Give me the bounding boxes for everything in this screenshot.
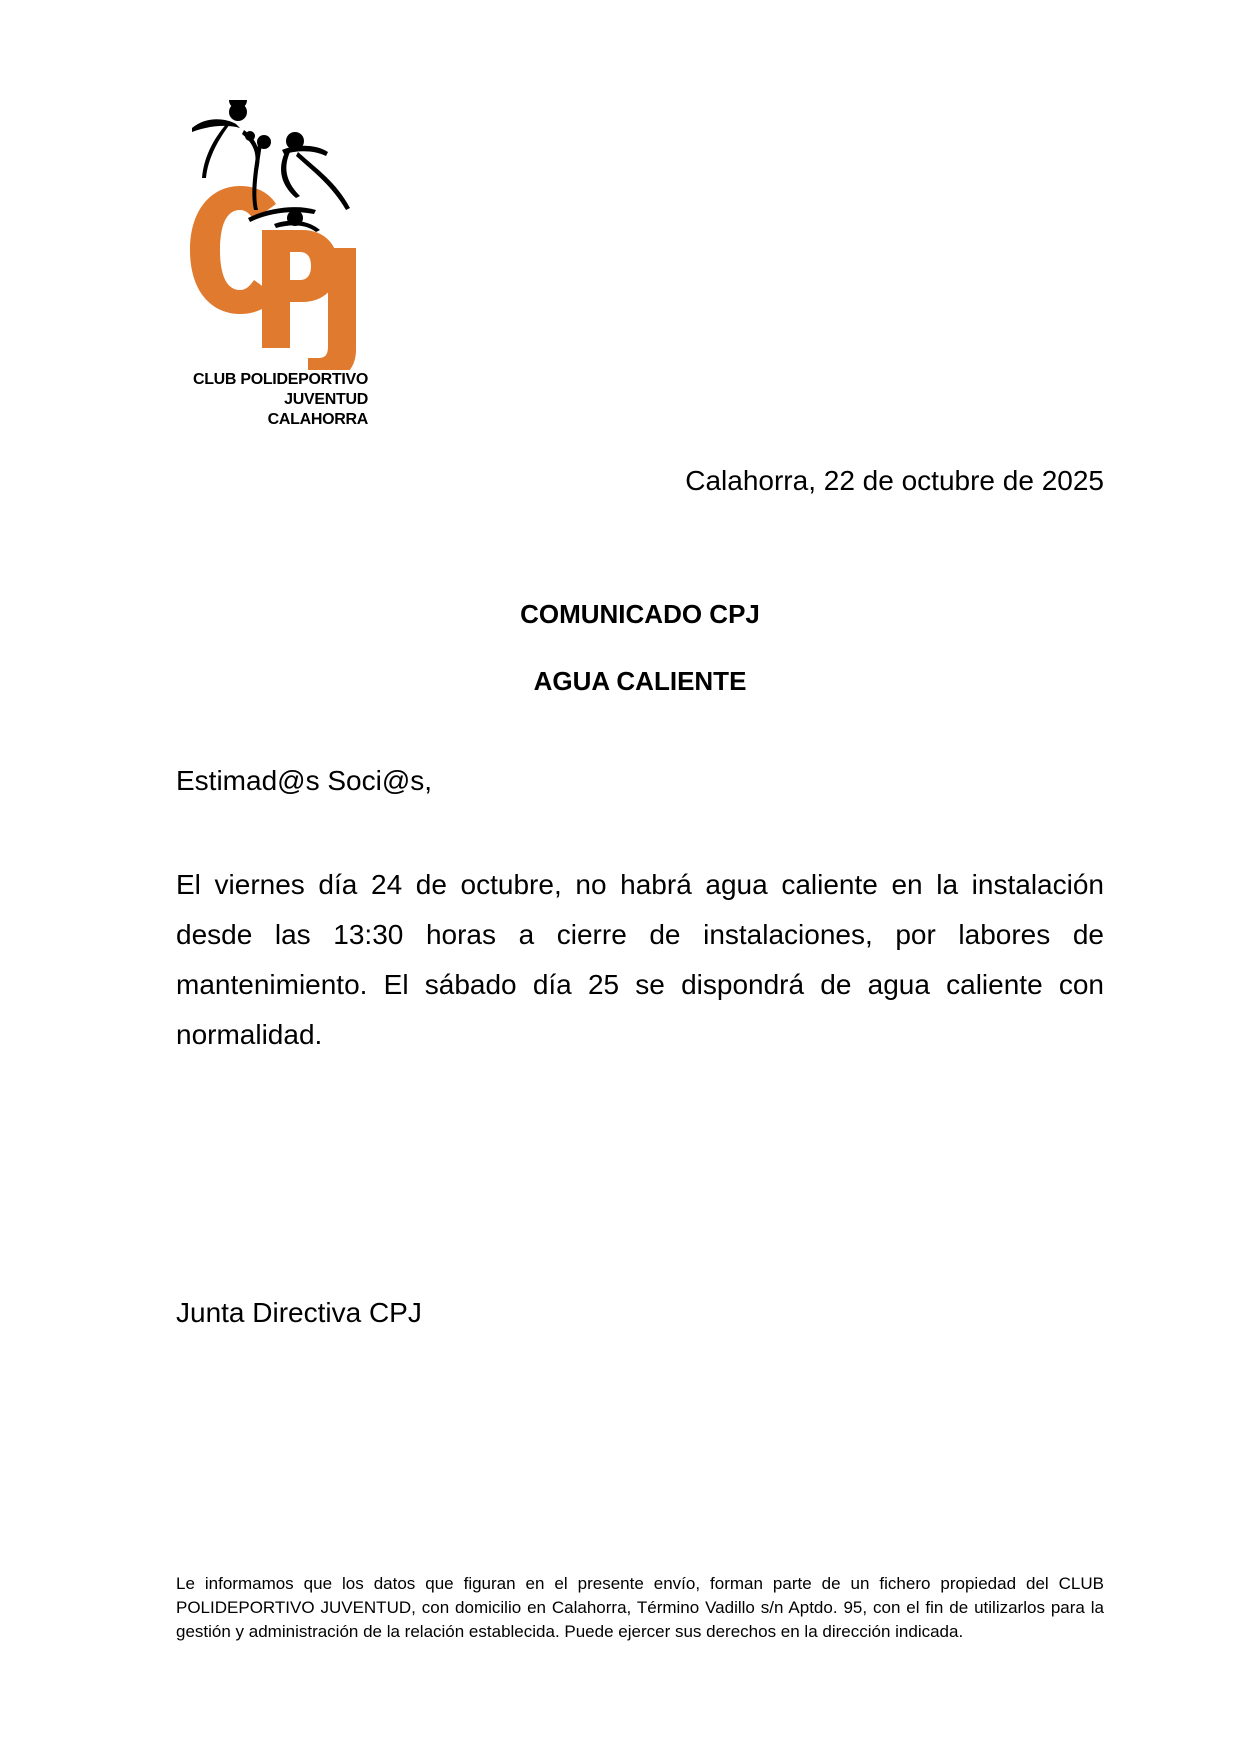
logo-caption bbox=[178, 370, 368, 430]
logo-line-2: JUVENTUD bbox=[284, 391, 368, 408]
club-logo bbox=[178, 100, 378, 430]
document-subtitle: AGUA CALIENTE bbox=[533, 666, 747, 696]
signature: Junta Directiva CPJ bbox=[176, 1297, 422, 1328]
privacy-footer: Le informamos que los datos que figuran en el presente envío, forman parte de un fichero propiedad del CLUB POLIDEPORTIVO JUVENTUD, con domicilio en Calahorra, Término Vadillo s/n Aptdo. 95, con el fin de utilizarlos para la gestión y administración de la relación establecida. Puede ejercer sus derechos en la dirección indicada. bbox=[176, 1574, 1104, 1641]
document-title: COMUNICADO CPJ bbox=[520, 599, 760, 629]
logo-line-1: CLUB POLIDEPORTIVO bbox=[192, 371, 368, 388]
body-paragraph: El viernes día 24 de octubre, no habrá agua caliente en la instalación desde las 13:30 horas a cierre de instalaciones, por labores de mantenimiento. El sábado día 25 se dispondrá de agua caliente con normalidad. bbox=[176, 869, 1104, 1050]
logo-line-3: CALAHORRA bbox=[267, 411, 368, 428]
greeting: Estimad@s Soci@s, bbox=[176, 765, 433, 796]
letter-date: Calahorra, 22 de octubre de 2025 bbox=[685, 465, 1104, 496]
cpj-logo-graphic bbox=[178, 100, 378, 370]
